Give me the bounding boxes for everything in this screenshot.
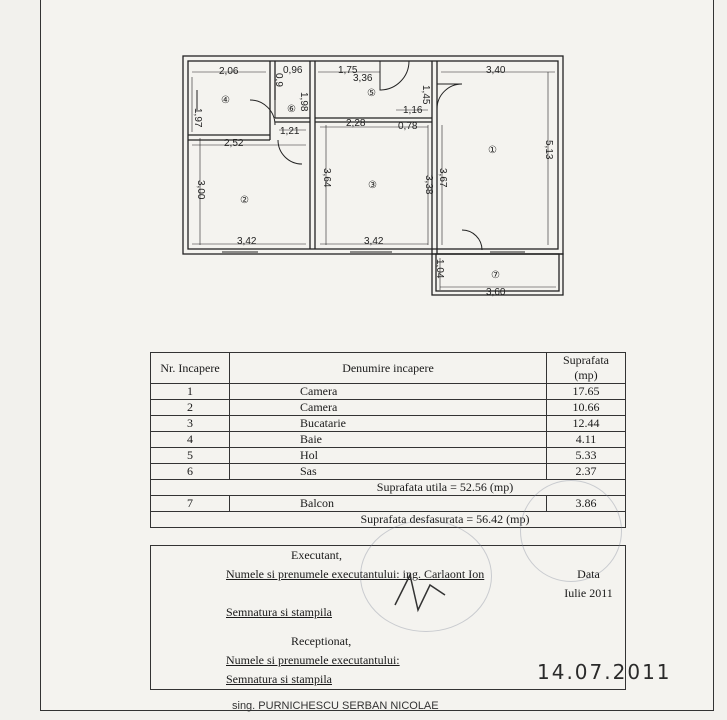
receptionat-title: Receptionat, xyxy=(291,634,352,648)
dim-label: 3,64 xyxy=(321,168,332,188)
executant-name: Numele si prenumele executantului: ing. Carlaont Ion xyxy=(226,567,485,581)
dim-label: 1,98 xyxy=(298,92,309,112)
dim-label: 0,96 xyxy=(283,65,303,76)
dim-label: 3,36 xyxy=(353,73,373,84)
dim-label: 1,97 xyxy=(192,108,203,128)
dim-label: 2,28 xyxy=(346,118,366,129)
spacer xyxy=(151,584,553,603)
room-number: ④ xyxy=(221,95,230,106)
receptionat-name: Numele si prenumele executantului: xyxy=(226,653,400,667)
handwritten-date: 14.07.2011 xyxy=(537,660,672,684)
col-header-area: Suprafata (mp) xyxy=(547,353,626,384)
room-number: ② xyxy=(240,195,249,206)
cell-name: Balcon xyxy=(230,496,547,512)
cell-name: Camera xyxy=(230,384,547,400)
cell-nr: 1 xyxy=(151,384,230,400)
room-number: ① xyxy=(488,145,497,156)
dim-label: 2,52 xyxy=(224,138,244,149)
table-row xyxy=(151,432,626,448)
cell-nr: 2 xyxy=(151,400,230,416)
dim-label: 3,42 xyxy=(237,236,257,247)
useful-area-total: Suprafata utila = 52.56 (mp) xyxy=(151,480,626,496)
dim-label: 0,78 xyxy=(398,121,418,132)
col-header-name: Denumire incapere xyxy=(230,353,547,384)
cell-nr: 7 xyxy=(151,496,230,512)
cell-area: 5.33 xyxy=(547,448,626,464)
date-label: Data xyxy=(577,567,600,581)
cell-nr: 3 xyxy=(151,416,230,432)
cell-name: Camera xyxy=(230,400,547,416)
date-value: Iulie 2011 xyxy=(564,586,613,600)
receptionat-signature: Semnatura si stampila xyxy=(226,672,332,686)
executant-signature: Semnatura si stampila xyxy=(226,605,332,619)
dim-label: 2,06 xyxy=(219,66,239,77)
dim-label: 5,13 xyxy=(543,140,554,160)
developed-area-total: Suprafata desfasurata = 56.42 (mp) xyxy=(151,512,626,528)
cell-nr: 5 xyxy=(151,448,230,464)
signature-scribble xyxy=(390,565,450,615)
col-header-nr: Nr. Incapere xyxy=(151,353,230,384)
cell-nr: 4 xyxy=(151,432,230,448)
cell-area: 17.65 xyxy=(547,384,626,400)
cell-area: 2.37 xyxy=(547,464,626,480)
dim-label: 1,04 xyxy=(434,259,445,279)
cell-area: 3.86 xyxy=(547,496,626,512)
cell-name: Baie xyxy=(230,432,547,448)
table-row xyxy=(151,384,626,400)
cell-area: 12.44 xyxy=(547,416,626,432)
dim-label: 1,16 xyxy=(403,105,423,116)
cell-name: Bucatarie xyxy=(230,416,547,432)
spacer xyxy=(151,622,626,632)
table-row xyxy=(151,400,626,416)
stamp-circle xyxy=(520,480,622,582)
dim-label: 3,42 xyxy=(364,236,384,247)
dim-label: 3,38 xyxy=(423,175,434,195)
room-number: ⑤ xyxy=(367,88,376,99)
dim-label: 3,40 xyxy=(486,65,506,76)
floor-plan xyxy=(0,0,727,340)
table-header-row xyxy=(151,353,626,384)
table-row xyxy=(151,416,626,432)
room-number: ⑦ xyxy=(491,270,500,281)
dim-label: 1,45 xyxy=(420,85,431,105)
executant-title: Executant, xyxy=(291,548,342,562)
dim-label: 3,67 xyxy=(437,168,448,188)
cell-nr: 6 xyxy=(151,464,230,480)
dim-label: 3,60 xyxy=(486,287,506,298)
dim-label: 3,00 xyxy=(195,180,206,200)
cell-name: Sas xyxy=(230,464,547,480)
cell-name: Hol xyxy=(230,448,547,464)
dim-label: 0,9 xyxy=(273,73,284,87)
dim-label: 1,21 xyxy=(280,126,300,137)
cell-area: 4.11 xyxy=(547,432,626,448)
dim-label: 1,75 xyxy=(338,65,358,76)
cell-area: 10.66 xyxy=(547,400,626,416)
table-row xyxy=(151,448,626,464)
room-number: ③ xyxy=(368,180,377,191)
room-number: ⑥ xyxy=(287,104,296,115)
stamp-text: sing. PURNICHESCU SERBAN NICOLAE xyxy=(232,700,439,712)
table-row xyxy=(151,464,626,480)
